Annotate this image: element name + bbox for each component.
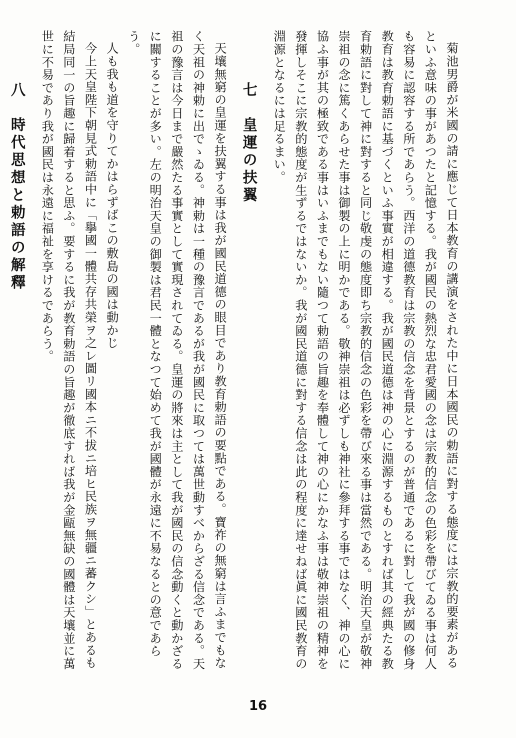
paragraph-kikuchi-lecture: 菊池男爵が米國の請に應じて日本教育の講演をされた中に日本國民の勅語に對する態度には宗教的要素があるといふ意味の事があつたと記憶する。我が國民の熱烈な忠君愛國の念は宗教的信念の色彩を帶びてゐる事は何人も容易に認容する所であらう。西洋の道德教育は宗教の信念を背景とするのが普通であるに對して我が國の修身教育は教育勅語に基づくといふ事實が相違する。我が國民道德は神の心に淵源するものとすれば其の經典たる教育勅語に對して神に對すると同じ敬虔の態度即ち宗教的信念の色彩を帶び來る事は當然である。明治天皇が敬神崇祖の念に篤くあらせた事は御製の上に明かである。敬神崇祖は必ずしも神社に參拜する事ではなく、神の心に協ふ事が其の極致である事はいふまでもない隨つて勅語の旨趣を奉體して神の心にかなふ事は敬神崇祖の精神を發揮しそこに宗教的態度が生ずるではないか。我が國民道德に對する信念は此の程度に達せねば眞に國民教育の淵源となるには足るまい。 bbox=[272, 30, 459, 670]
section-heading-7: 七 皇運の扶翼 bbox=[240, 82, 258, 205]
section-heading-8: 八 時代思想と勅語の解釋 bbox=[8, 82, 26, 292]
paragraph-rescript-conclusion: 今上天皇陛下朝見式勅語中に「擧國一體共存共榮ヲ之レ圖リ國本ニ不拔ニ培ヒ民族ヲ無疆ニ蕃クシ」とあるも結局同一の旨趣に歸着すると思ふ。要するに我が教育勅語の旨趣が徹底すれば我が金甌無缺の國體は天壤並に萬世に不易であり我が國民は永遠に福祉を享けるであらう。 bbox=[40, 30, 98, 670]
vertical-text-block bbox=[8, 30, 462, 680]
imperial-poem: 人も我も道を守りてかはらずばこの敷島の國は動かじ bbox=[105, 42, 120, 350]
paragraph-imperial-fortune: 天壤無窮の皇運を扶翼する事は我が國民道德の眼目であり教育勅語の要點である。寶祚の無窮は言ふまでもなく天祖の神勅に出でゝゐる。神勅は一種の豫言であるが我が國民に取つては萬世動すべからざる信念である。天祖の豫言は今日まで嚴然たる事實として實現されてゐる。皇運の將來は主として我が國民の信念動くと動かざるに關することが多い。左の明治天皇の御製は君民一體となつて始めて我が國體が永遠に不易なるとの意であらう。 bbox=[126, 30, 228, 670]
page-number: 16 bbox=[248, 699, 268, 714]
